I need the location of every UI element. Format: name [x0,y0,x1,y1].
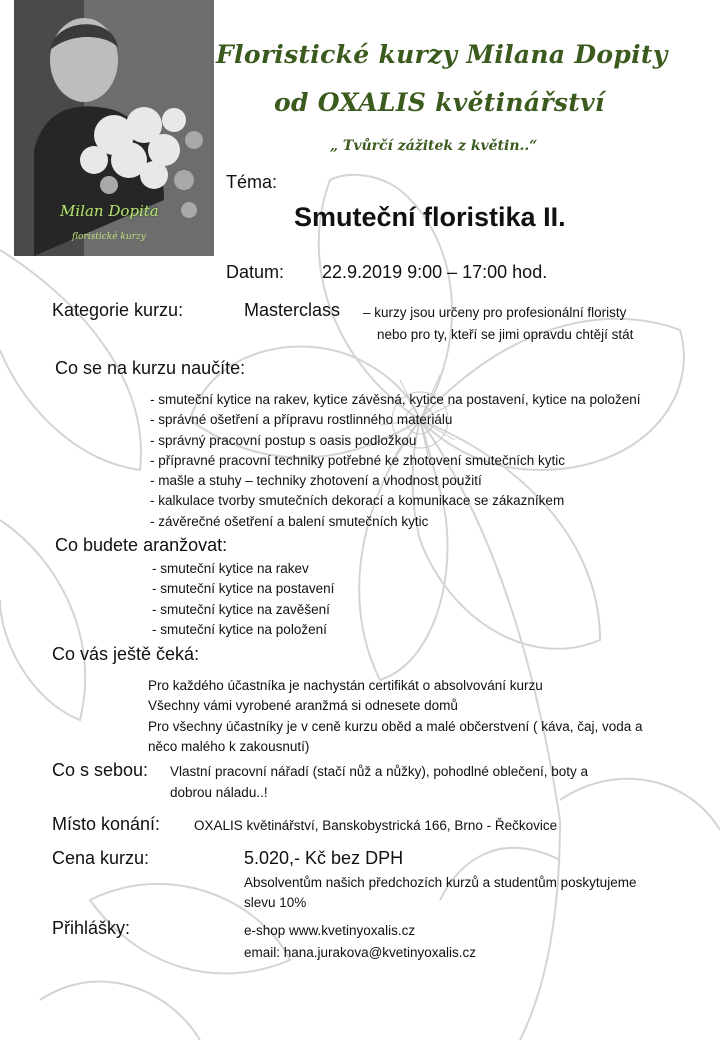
list-item: - smuteční kytice na položení [152,620,334,640]
bring-line2: dobrou náladu..! [170,785,268,800]
list-item: - smuteční kytice na postavení [152,579,334,599]
venue-label: Místo konání: [52,814,161,834]
category-description-line2: nebo pro ty, kteří se jimi opravdu chtějí stát [377,327,634,342]
course-title: Smuteční floristika II. [294,202,566,232]
date-value: 22.9.2019 9:00 – 17:00 hod. [322,262,548,282]
arrange-list [152,559,334,640]
header-title-line2: od OXALIS květinářství [274,88,605,117]
list-item: - správné ošetření a přípravu rostlinného materiálu [150,410,641,430]
discount-note-line2: slevu 10% [244,895,307,910]
signup-label: Přihlášky: [52,918,131,938]
email-link[interactable]: email: hana.jurakova@kvetinyoxalis.cz [244,945,477,960]
extras-line: něco malého k zakousnutí) [148,738,310,754]
header-title-line1: Floristické kurzy Milana Dopity [216,40,668,69]
extras-heading: Co vás ještě čeká: [52,644,200,664]
extras-line: Pro všechny účastníky je v ceně kurzu oběd a malé občerstvení ( káva, čaj, voda a [148,718,643,734]
category-label: Kategorie kurzu: [52,300,184,320]
category-description-line1: – kurzy jsou určeny pro profesionální floristy [363,305,627,320]
list-item: - smuteční kytice na zavěšení [152,600,334,620]
photo-logo: Milan Dopita [60,202,159,220]
portrait-photo [14,0,214,256]
list-item: - závěrečné ošetření a balení smutečních kytic [150,512,641,532]
extras-line: Pro každého účastníka je nachystán certifikát o absolvování kurzu [148,678,543,693]
learn-heading: Co se na kurzu naučíte: [55,358,246,378]
topic-label: Téma: [226,172,278,192]
list-item: - smuteční kytice na rakev [152,559,334,579]
extras-line: Všechny vámi vyrobené aranžmá si odnesete domů [148,698,458,714]
category-value: Masterclass [244,300,341,320]
learn-list [150,390,641,532]
list-item: - mašle a stuhy – techniky zhotovení a vhodnost použití [150,471,641,491]
list-item: - správný pracovní postup s oasis podložkou [150,431,641,451]
extras-text [148,676,643,757]
price-label: Cena kurzu: [52,848,150,868]
eshop-link[interactable]: e-shop www.kvetinyoxalis.cz [244,923,416,938]
header-motto: „ Tvůrčí zážitek z květin..“ [330,138,538,154]
photo-logo-subtitle: floristické kurzy [72,232,146,242]
bring-line1: Vlastní pracovní nářadí (stačí nůž a nůžky), pohodlné oblečení, boty a [170,764,588,779]
price-value: 5.020,- Kč bez DPH [244,848,404,868]
list-item: - kalkulace tvorby smutečních dekorací a komunikace se zákazníkem [150,491,641,511]
arrange-heading: Co budete aranžovat: [55,535,228,555]
discount-note-line1: Absolventům našich předchozích kurzů a studentům poskytujeme [244,875,637,890]
venue-value: OXALIS květinářství, Banskobystrická 166, Brno - Řečkovice [194,818,558,833]
bring-heading: Co s sebou: [52,760,149,780]
list-item: - přípravné pracovní techniky potřebné ke zhotovení smutečních kytic [150,451,641,471]
date-label: Datum: [226,262,285,282]
list-item: - smuteční kytice na rakev, kytice závěsná, kytice na postavení, kytice na položení [150,390,641,410]
